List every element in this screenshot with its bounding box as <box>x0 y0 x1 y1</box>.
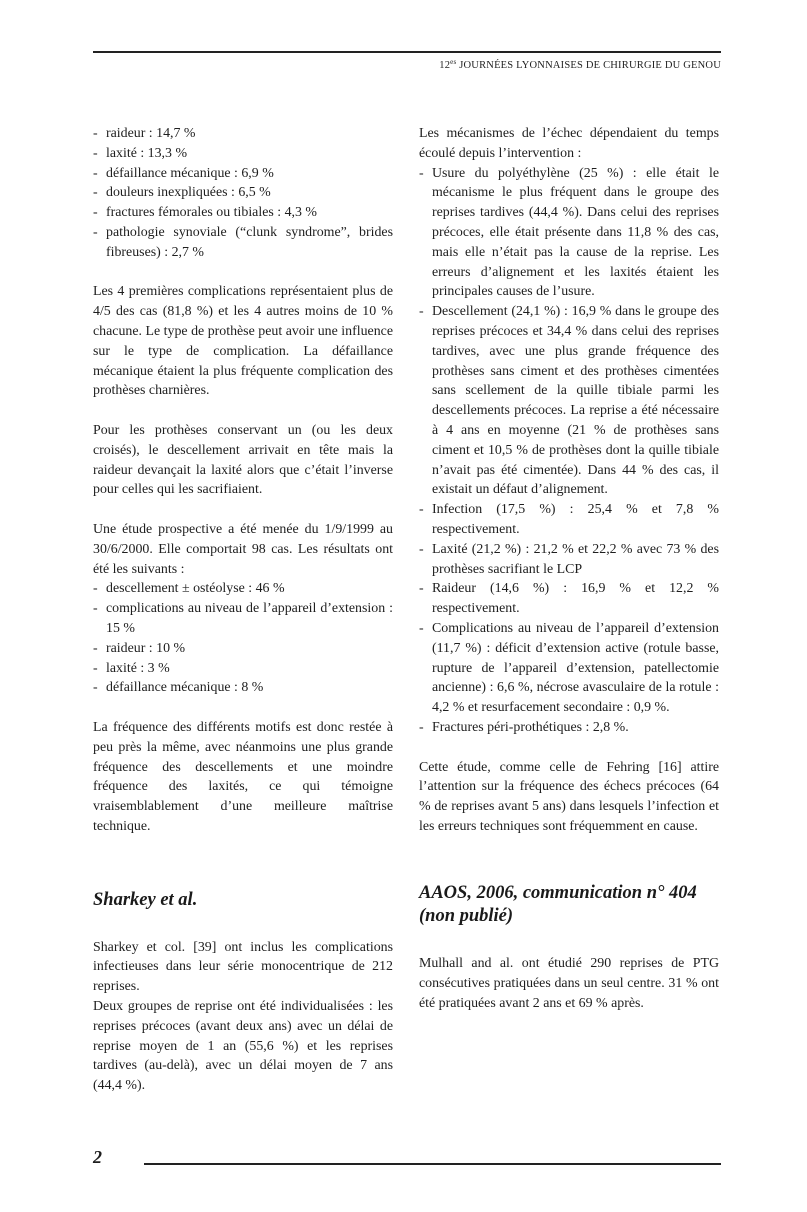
list-item: - Laxité (21,2 %) : 21,2 % et 22,2 % avec 73 % des prothèses sacrifiant le LCP <box>419 540 719 580</box>
list-item: - Complications au niveau de l’appareil d’extension (11,7 %) : déficit d’extension active (rotule basse, rupture de l’appareil d’extension, patellectomie ancienne) : 6,6 %, nécrose avasculaire de la rotule : 4,2 % et resurfacement secondaire : 0,9 %. <box>419 619 719 718</box>
mechanisms-list <box>419 164 719 738</box>
paragraph: Une étude prospective a été menée du 1/9/1999 au 30/6/2000. Elle comportait 98 cas. Les résultats ont été les suivants : <box>93 521 393 577</box>
paragraph: Pour les prothèses conservant un (ou les deux croisés), le descellement arrivait en tête mais la raideur devançait la laxité alors que c’était l’inverse pour celles qui les sacrifiaient. <box>93 422 393 498</box>
right-column <box>419 124 719 1014</box>
paragraph: Mulhall and al. ont étudié 290 reprises de PTG consécutives pratiquées dans un seul centre. 31 % ont été pratiquées avant 2 ans et 69 % après. <box>419 956 719 1012</box>
running-header <box>439 58 721 71</box>
paragraph: Sharkey et col. [39] ont inclus les complications infectieuses dans leur série monocentrique de 212 reprises. <box>93 939 393 995</box>
list-item: - descellement ± ostéolyse : 46 % <box>93 579 393 599</box>
paragraph: La fréquence des différents motifs est donc restée à peu près la même, avec néanmoins une plus grande fréquence des descellements et une moindre fréquence des laxités, ce qui témoigne vraisemblablement d’une meilleure maîtrise technique. <box>93 719 393 834</box>
list-item: - Raideur (14,6 %) : 16,9 % et 12,2 % respectivement. <box>419 579 719 619</box>
paragraph: Cette étude, comme celle de Fehring [16] attire l’attention sur la fréquence des échecs précoces (64 % de reprises avant 5 ans) dans lesquels l’infection et les erreurs techniques sont fréquemment en cause. <box>419 759 719 834</box>
list-item: - Infection (17,5 %) : 25,4 % et 7,8 % respectivement. <box>419 500 719 540</box>
paragraph: Les mécanismes de l’échec dépendaient du temps écoulé depuis l’intervention : <box>419 126 719 161</box>
list-item: - pathologie synoviale (“clunk syndrome”, brides fibreuses) : 2,7 % <box>93 223 393 263</box>
list-item: - raideur : 14,7 % <box>93 124 393 144</box>
header-rule <box>93 51 721 53</box>
list-item: - douleurs inexpliquées : 6,5 % <box>93 183 393 203</box>
paragraph: Les 4 premières complications représentaient plus de 4/5 des cas (81,8 %) et les 4 autres moins de 10 % chacune. Le type de prothèse peut avoir une influence sur le type de complication. La défaillance mécanique étaient la plus fréquente complication des prothèses charnières. <box>93 284 393 399</box>
list-item: - fractures fémorales ou tibiales : 4,3 % <box>93 203 393 223</box>
header-superscript: es <box>450 58 457 66</box>
left-column <box>93 124 393 1096</box>
list-item: - Usure du polyéthylène (25 %) : elle était le mécanisme le plus fréquent dans le groupe des reprises tardives (44,4 %). Dans celui des reprises précoces, elle était présente dans 11,8 % des cas, mais elle n’était pas la cause de la reprise. Les erreurs d’alignement et les laxités étaient les principales causes de l’usure. <box>419 164 719 303</box>
list-item: - complications au niveau de l’appareil d’extension : 15 % <box>93 599 393 639</box>
page-number: 2 <box>93 1147 102 1167</box>
section-heading-aaos: AAOS, 2006, communication n° 404 (non publié) <box>419 883 697 927</box>
paragraph: Deux groupes de reprise ont été individualisées : les reprises précoces (avant deux ans) avec un délai de reprise moyen de 1 an (55,6 %) et les reprises tardives (au-delà), avec un délai moyen de 7 ans (44,4 %). <box>93 999 393 1094</box>
list-item: - Fractures péri-prothétiques : 2,8 %. <box>419 718 719 738</box>
complications-list-1 <box>93 124 393 263</box>
header-prefix: 12 <box>439 60 451 71</box>
list-item: - défaillance mécanique : 8 % <box>93 678 393 698</box>
list-item: - défaillance mécanique : 6,9 % <box>93 164 393 184</box>
list-item: - laxité : 3 % <box>93 659 393 679</box>
footer-rule <box>144 1163 721 1165</box>
results-list <box>93 579 393 698</box>
header-title: JOURNÉES LYONNAISES DE CHIRURGIE DU GENOU <box>456 60 721 71</box>
list-item: - laxité : 13,3 % <box>93 144 393 164</box>
section-heading-sharkey: Sharkey et al. <box>93 889 198 910</box>
list-item: - raideur : 10 % <box>93 639 393 659</box>
list-item: - Descellement (24,1 %) : 16,9 % dans le groupe des reprises précoces et 34,4 % dans celui des reprises tardives, avec une plus grande fréquence des prothèses sans ciment et des prothèses cimentées sans scellement de la quille tibiale parmi les descellements précoces. La reprise a été nécessaire à 4 ans en moyenne (21 % de prothèses sans ciment et 10,5 % de prothèses dont la quille tibiale n’avait pas été cimentée). Dans 44 % des cas, il existait un défaut d’alignement. <box>419 302 719 500</box>
